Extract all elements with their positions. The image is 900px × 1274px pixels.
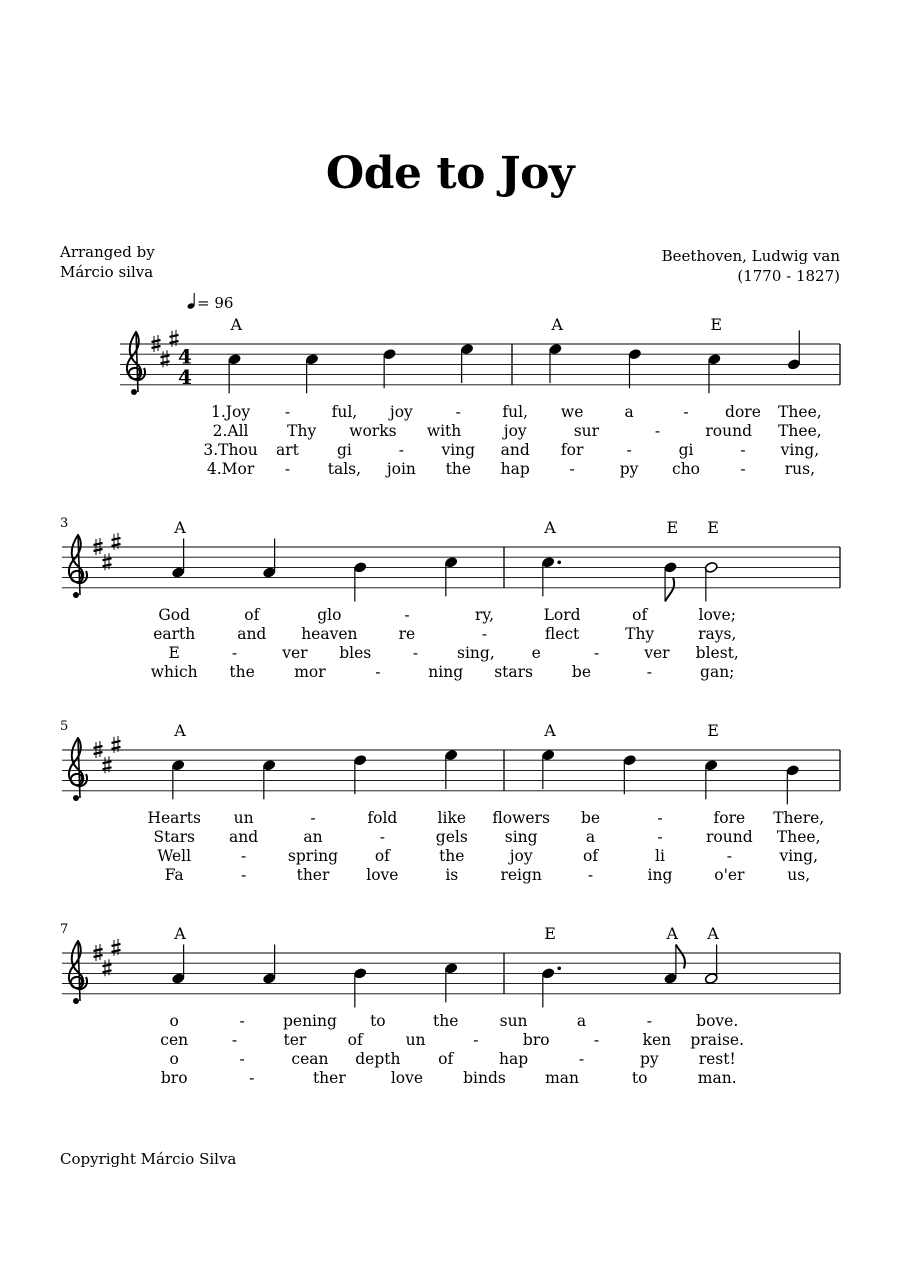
lyric-syllable: of	[632, 605, 648, 624]
lyric-syllable: and	[237, 624, 267, 643]
lyric-syllable: heaven	[301, 624, 358, 643]
lyric-syllable: like	[437, 808, 467, 827]
lyric-hyphen: -	[375, 662, 381, 681]
lyric-syllable: ning	[428, 662, 464, 681]
treble-clef-icon	[127, 331, 145, 395]
lyric-hyphen: -	[587, 865, 594, 884]
lyric-syllable: round	[705, 421, 753, 440]
staff-system	[120, 315, 840, 478]
lyric-syllable: py	[640, 1049, 659, 1068]
lyric-syllable: with	[426, 421, 462, 440]
lyric-syllable: fold	[367, 808, 398, 827]
lyric-syllable: be	[571, 662, 592, 681]
lyric-syllable: bro	[522, 1030, 550, 1049]
note	[787, 330, 801, 370]
lyric-syllable: hap	[499, 1049, 529, 1068]
lyric-syllable: which	[150, 662, 198, 681]
note	[541, 967, 561, 1008]
lyric-syllable: love	[366, 865, 399, 884]
lyric-hyphen: -	[569, 459, 575, 478]
note	[171, 759, 185, 799]
lyric-syllable: an	[303, 827, 323, 846]
lyric-syllable: ving,	[779, 846, 819, 865]
staff-system	[60, 719, 840, 884]
chord-symbol: A	[174, 518, 186, 537]
lyric-syllable: Thee,	[776, 827, 821, 846]
lyric-syllable: of	[374, 846, 390, 865]
lyric-syllable: earth	[153, 624, 196, 643]
lyric-hyphen: -	[249, 1068, 255, 1087]
lyric-syllable: round	[706, 827, 753, 846]
chord-symbol: A	[174, 721, 186, 740]
lyric-syllable: re	[398, 624, 416, 643]
lyric-syllable: Thee,	[778, 402, 822, 421]
lyric-syllable: mor	[294, 662, 326, 681]
lyric-syllable: dore	[725, 402, 761, 421]
lyric-syllable: love;	[698, 605, 736, 624]
tempo-value: = 96	[197, 294, 234, 312]
note	[383, 348, 397, 388]
copyright-notice: Copyright Márcio Silva	[60, 1150, 237, 1168]
lyric-syllable: 1.Joy	[211, 402, 251, 421]
lyric-hyphen: -	[231, 1030, 238, 1049]
treble-clef-icon	[69, 534, 87, 598]
lyric-syllable: flect	[544, 624, 580, 643]
lyric-syllable: joy	[503, 421, 527, 440]
lyric-syllable: the	[229, 662, 255, 681]
lyric-syllable: gi	[678, 440, 694, 459]
lyric-syllable: cen	[160, 1030, 189, 1049]
lyric-syllable: sun	[499, 1011, 528, 1030]
note	[228, 353, 242, 393]
lyric-syllable: man.	[697, 1068, 737, 1087]
lyric-syllable: gels	[435, 827, 468, 846]
chord-symbol: A	[666, 924, 679, 943]
lyric-syllable: gi	[336, 440, 352, 459]
lyric-syllable: Stars	[153, 827, 195, 846]
lyric-syllable: love	[390, 1068, 424, 1087]
treble-clef-icon	[69, 737, 87, 801]
note	[353, 561, 367, 601]
lyric-syllable: gan;	[700, 662, 735, 681]
note	[664, 945, 685, 985]
lyric-hyphen: -	[379, 827, 386, 846]
lyric-syllable: cean	[291, 1049, 329, 1068]
lyric-syllable: of	[583, 846, 599, 865]
lyric-hyphen: -	[657, 827, 663, 846]
lyric-hyphen: -	[284, 402, 291, 421]
lyric-hyphen: -	[740, 440, 746, 459]
lyric-syllable: and	[500, 440, 530, 459]
lyric-syllable: stars	[494, 662, 533, 681]
lyric-syllable: ry,	[474, 605, 495, 624]
lyric-hyphen: -	[398, 440, 404, 459]
lyric-hyphen: -	[240, 865, 247, 884]
note	[171, 539, 185, 579]
lyric-syllable: the	[439, 846, 465, 865]
lyric-syllable: Fa	[164, 865, 184, 884]
note	[628, 348, 642, 388]
dot	[557, 561, 561, 565]
note	[664, 561, 678, 601]
lyric-syllable: Thy	[625, 624, 655, 643]
lyric-hyphen: -	[646, 1011, 652, 1030]
note	[444, 556, 458, 596]
lyric-syllable: art	[276, 440, 299, 459]
lyric-syllable: ther	[312, 1068, 346, 1087]
lyric-syllable: 3.Thou	[203, 440, 258, 459]
lyric-syllable: ken	[642, 1030, 672, 1049]
lyric-syllable: a	[585, 827, 596, 846]
staff-system	[60, 516, 840, 681]
lyric-syllable: of	[438, 1049, 454, 1068]
lyric-syllable: Thy	[287, 421, 317, 440]
lyric-syllable: is	[445, 865, 459, 884]
lyric-hyphen: -	[455, 402, 461, 421]
note	[444, 962, 458, 1002]
lyric-hyphen: -	[726, 846, 732, 865]
lyric-syllable: rest!	[698, 1049, 736, 1068]
lyric-syllable: hap	[500, 459, 530, 478]
time-signature-bottom: 4	[178, 364, 192, 389]
lyric-syllable: flowers	[492, 808, 550, 827]
lyric-syllable: the	[445, 459, 471, 478]
lyric-hyphen: -	[740, 459, 746, 478]
lyric-syllable: ter	[283, 1030, 307, 1049]
note	[305, 353, 319, 393]
lyric-hyphen: -	[654, 421, 661, 440]
note	[262, 539, 276, 579]
note	[262, 759, 276, 799]
lyric-syllable: joy	[389, 402, 413, 421]
lyric-syllable: un	[405, 1030, 426, 1049]
measure-number: 7	[60, 922, 69, 937]
lyric-syllable: spring	[287, 846, 339, 865]
lyric-syllable: ving	[441, 440, 476, 459]
lyric-syllable: be	[581, 808, 601, 827]
lyric-syllable: tals,	[327, 459, 362, 478]
note	[704, 561, 718, 601]
lyric-syllable: ving,	[780, 440, 820, 459]
lyric-syllable: reign	[500, 865, 542, 884]
lyric-syllable: join	[386, 459, 416, 478]
note	[171, 945, 185, 985]
chord-symbol: E	[710, 315, 723, 334]
lyric-syllable: sur	[573, 421, 600, 440]
chord-symbol: A	[544, 518, 556, 537]
chord-symbol: E	[707, 518, 719, 537]
lyric-hyphen: -	[239, 1011, 245, 1030]
note	[623, 754, 637, 794]
lyric-syllable: ver	[644, 643, 670, 662]
lyric-syllable: ver	[282, 643, 308, 662]
note	[786, 764, 800, 804]
lyric-syllable: a	[624, 402, 634, 421]
note	[704, 945, 718, 985]
lyric-syllable: o	[169, 1011, 179, 1030]
lyric-hyphen: -	[657, 808, 663, 827]
lyric-hyphen: -	[404, 605, 410, 624]
staff-system	[60, 922, 840, 1087]
lyric-syllable: 2.All	[212, 421, 249, 440]
note	[353, 754, 367, 794]
lyric-hyphen: -	[310, 808, 316, 827]
lyric-hyphen: -	[683, 402, 689, 421]
lyric-syllable: joy	[509, 846, 533, 865]
chord-symbol: A	[551, 315, 563, 334]
lyric-syllable: we	[560, 402, 584, 421]
composer-name: Beethoven, Ludwig van	[661, 247, 840, 265]
chord-symbol: E	[666, 518, 679, 537]
time-signature-top: 4	[178, 344, 192, 369]
sharp-icon	[94, 741, 103, 758]
lyric-hyphen: -	[593, 1030, 600, 1049]
lyric-syllable: of	[347, 1030, 363, 1049]
lyric-syllable: cho	[672, 459, 701, 478]
dot	[557, 967, 561, 971]
lyric-hyphen: -	[473, 1030, 479, 1049]
sharp-icon	[152, 335, 161, 352]
note	[444, 749, 458, 789]
note	[548, 343, 562, 383]
measure-number: 5	[60, 719, 69, 734]
note	[707, 353, 721, 393]
composer-dates: (1770 - 1827)	[737, 267, 840, 285]
lyric-syllable: o'er	[714, 865, 745, 884]
arranger-name: Márcio silva	[60, 263, 154, 281]
lyric-syllable: E	[168, 643, 180, 662]
measure-number: 3	[60, 516, 69, 531]
lyric-syllable: ing	[647, 865, 673, 884]
lyric-syllable: binds	[463, 1068, 506, 1087]
chord-symbol: A	[544, 721, 556, 740]
lyric-hyphen: -	[481, 624, 488, 643]
lyric-hyphen: -	[231, 643, 238, 662]
lyric-hyphen: -	[412, 643, 419, 662]
lyric-syllable: for	[560, 440, 584, 459]
lyric-syllable: Well	[157, 846, 192, 865]
lyric-syllable: the	[433, 1011, 459, 1030]
lyric-syllable: blest,	[695, 643, 739, 662]
treble-clef-icon	[69, 940, 87, 1004]
lyric-hyphen: -	[593, 643, 600, 662]
lyric-syllable: ther	[296, 865, 330, 884]
chord-symbol: A	[707, 924, 719, 943]
lyric-syllable: of	[244, 605, 260, 624]
lyric-syllable: us,	[787, 865, 811, 884]
lyric-syllable: py	[619, 459, 639, 478]
lyric-syllable: fore	[713, 808, 746, 827]
lyric-syllable: glo	[317, 605, 342, 624]
chord-symbol: A	[230, 315, 243, 334]
lyric-syllable: sing	[504, 827, 538, 846]
lyric-syllable: man	[545, 1068, 580, 1087]
lyric-hyphen: -	[646, 662, 652, 681]
lyric-hyphen: -	[240, 846, 247, 865]
lyric-syllable: Hearts	[147, 808, 201, 827]
lyric-syllable: rus,	[784, 459, 816, 478]
lyric-syllable: bro	[160, 1068, 188, 1087]
note	[541, 556, 561, 596]
sharp-icon	[94, 538, 103, 555]
note	[541, 749, 555, 789]
lyric-syllable: rays,	[698, 624, 737, 643]
arranger-label: Arranged by	[60, 243, 155, 261]
lyric-syllable: depth	[355, 1049, 401, 1068]
sharp-icon	[94, 944, 103, 961]
lyric-syllable: works	[349, 421, 397, 440]
lyric-syllable: 4.Mor	[206, 459, 255, 478]
lyric-syllable: bove.	[696, 1011, 739, 1030]
lyric-syllable: to	[370, 1011, 386, 1030]
lyric-hyphen: -	[578, 1049, 585, 1068]
note	[353, 967, 367, 1007]
lyric-hyphen: -	[284, 459, 291, 478]
score-title: Ode to Joy	[325, 148, 575, 199]
lyric-syllable: God	[158, 605, 191, 624]
lyric-syllable: to	[631, 1068, 648, 1087]
lyric-syllable: e	[531, 643, 541, 662]
lyric-syllable: ful,	[502, 402, 529, 421]
lyric-hyphen: -	[239, 1049, 245, 1068]
note	[262, 945, 276, 985]
lyric-syllable: un	[233, 808, 254, 827]
lyric-syllable: There,	[773, 808, 825, 827]
lyric-syllable: Lord	[543, 605, 581, 624]
lyric-syllable: a	[576, 1011, 587, 1030]
lyric-syllable: ful,	[331, 402, 358, 421]
lyric-syllable: o	[169, 1049, 179, 1068]
lyric-syllable: bles	[339, 643, 372, 662]
lyric-hyphen: -	[626, 440, 632, 459]
lyric-syllable: pening	[282, 1011, 337, 1030]
note	[460, 343, 474, 383]
lyric-syllable: li	[654, 846, 665, 865]
note	[704, 759, 718, 799]
chord-symbol: A	[174, 924, 186, 943]
chord-symbol: E	[707, 721, 719, 740]
lyric-syllable: Thee,	[778, 421, 822, 440]
lyric-syllable: sing,	[457, 643, 495, 662]
lyric-syllable: praise.	[690, 1030, 745, 1049]
lyric-syllable: and	[229, 827, 259, 846]
chord-symbol: E	[544, 924, 556, 943]
